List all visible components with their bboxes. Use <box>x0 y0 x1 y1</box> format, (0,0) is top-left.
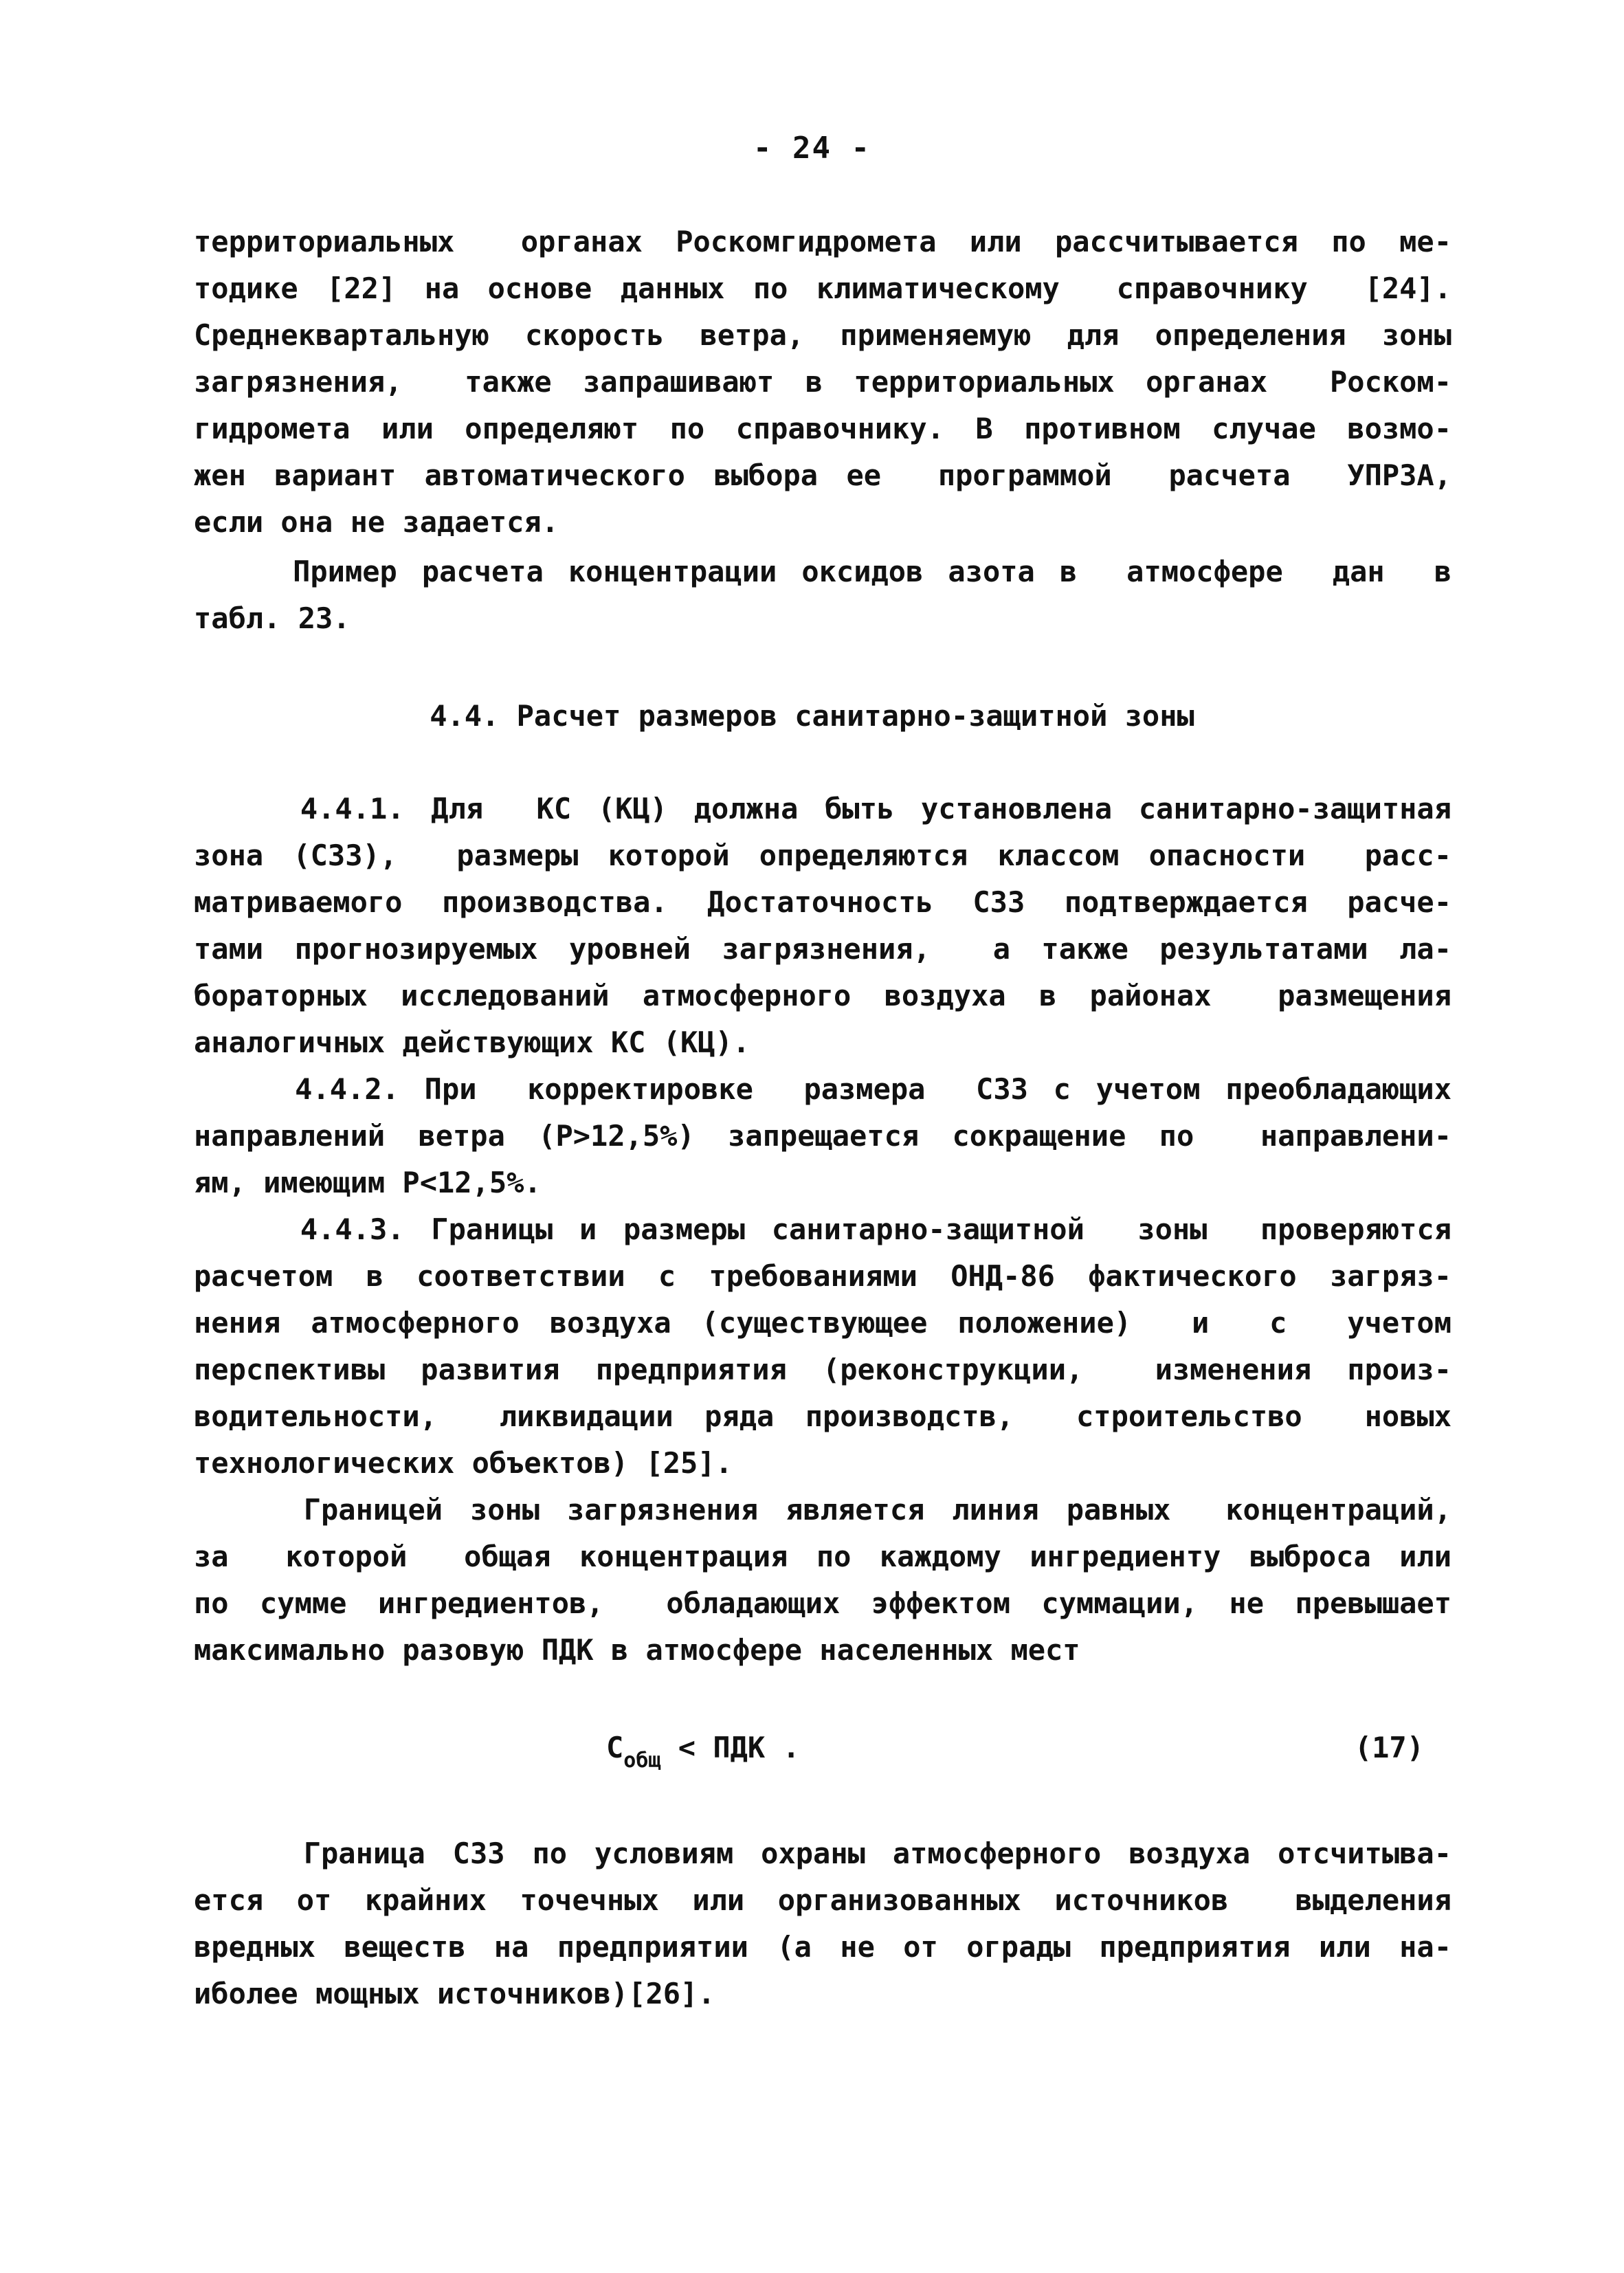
text-line: тами прогнозируемых уровней загрязнения, а также результатами ла- <box>194 932 1451 966</box>
text-line: Пример расчета концентрации оксидов азота в атмосфере дан в <box>194 555 1451 588</box>
formula-subscript: общ <box>623 1749 661 1773</box>
text-line: направлений ветра (Р>12,5%) запрещается сокращение по направлени- <box>194 1119 1451 1153</box>
text-line: ям, имеющим Р<12,5%. <box>194 1166 542 1199</box>
text-line: зона (СЗЗ), размеры которой определяются классом опасности расс- <box>194 839 1451 872</box>
text-line: технологических объектов) [25]. <box>194 1446 733 1480</box>
text-line: Среднеквартальную скорость ветра, применяемую для определения зоны <box>194 318 1451 352</box>
text-line: расчетом в соответствии с требованиями ОНД-86 фактического загряз- <box>194 1259 1451 1293</box>
text-line: аналогичных действующих КС (КЦ). <box>194 1025 750 1059</box>
text-line: иболее мощных источников)[26]. <box>194 1977 715 2010</box>
text-line: территориальных органах Роскомгидромета или рассчитывается по ме- <box>194 225 1451 258</box>
text-line: если она не задается. <box>194 505 559 539</box>
section-heading: 4.4. Расчет размеров санитарно-защитной зоны <box>430 699 1194 733</box>
text-line: нения атмосферного воздуха (существующее положение) и с учетом <box>194 1306 1451 1340</box>
text-line: загрязнения, также запрашивают в территориальных органах Роском- <box>194 365 1451 399</box>
text-line: 4.4.3. Границы и размеры санитарно-защитной зоны проверяются <box>194 1212 1451 1246</box>
text-line: тодике [22] на основе данных по климатическому справочнику [24]. <box>194 271 1451 305</box>
text-line: перспективы развития предприятия (реконструкции, изменения произ- <box>194 1353 1451 1386</box>
text-line: 4.4.2. При корректировке размера СЗЗ с учетом преобладающих <box>194 1072 1451 1106</box>
text-line: по сумме ингредиентов, обладающих эффектом суммации, не превышает <box>194 1586 1451 1620</box>
text-line: водительности, ликвидации ряда производств, строительство новых <box>194 1399 1451 1433</box>
formula-rest: < ПДК . <box>660 1731 800 1764</box>
formula-c: С <box>606 1731 624 1764</box>
text-line: максимально разовую ПДК в атмосфере населенных мест <box>194 1633 1080 1667</box>
text-line: ется от крайних точечных или организованных источников выделения <box>194 1883 1451 1917</box>
text-line: жен вариант автоматического выбора ее программой расчета УПРЗА, <box>194 458 1451 492</box>
text-line: вредных веществ на предприятии (а не от ограды предприятия или на- <box>194 1930 1451 1964</box>
text-line: 4.4.1. Для КС (КЦ) должна быть установлена санитарно-защитная <box>194 792 1451 825</box>
text-line: бораторных исследований атмосферного воздуха в районах размещения <box>194 979 1451 1012</box>
page-number: - 24 - <box>753 131 871 166</box>
formula-17 <box>194 1720 1451 1775</box>
text-line: Граница СЗЗ по условиям охраны атмосферного воздуха отсчитыва- <box>194 1837 1451 1870</box>
text-line: Границей зоны загрязнения является линия равных концентраций, <box>194 1493 1451 1527</box>
paragraph-wind-data <box>194 219 1451 546</box>
formula-expression <box>606 1720 800 1779</box>
text-line: табл. 23. <box>194 601 351 635</box>
text-line: за которой общая концентрация по каждому ингредиенту выброса или <box>194 1540 1451 1573</box>
paragraph-example <box>194 548 1451 642</box>
text-line: матриваемого производства. Достаточность СЗЗ подтверждается расче- <box>194 885 1451 919</box>
equation-number: (17) <box>1354 1731 1424 1764</box>
section-4-4-body <box>194 786 1451 1674</box>
paragraph-szz-boundary <box>194 1830 1451 2017</box>
text-line: гидромета или определяют по справочнику. В противном случае возмо- <box>194 412 1451 445</box>
